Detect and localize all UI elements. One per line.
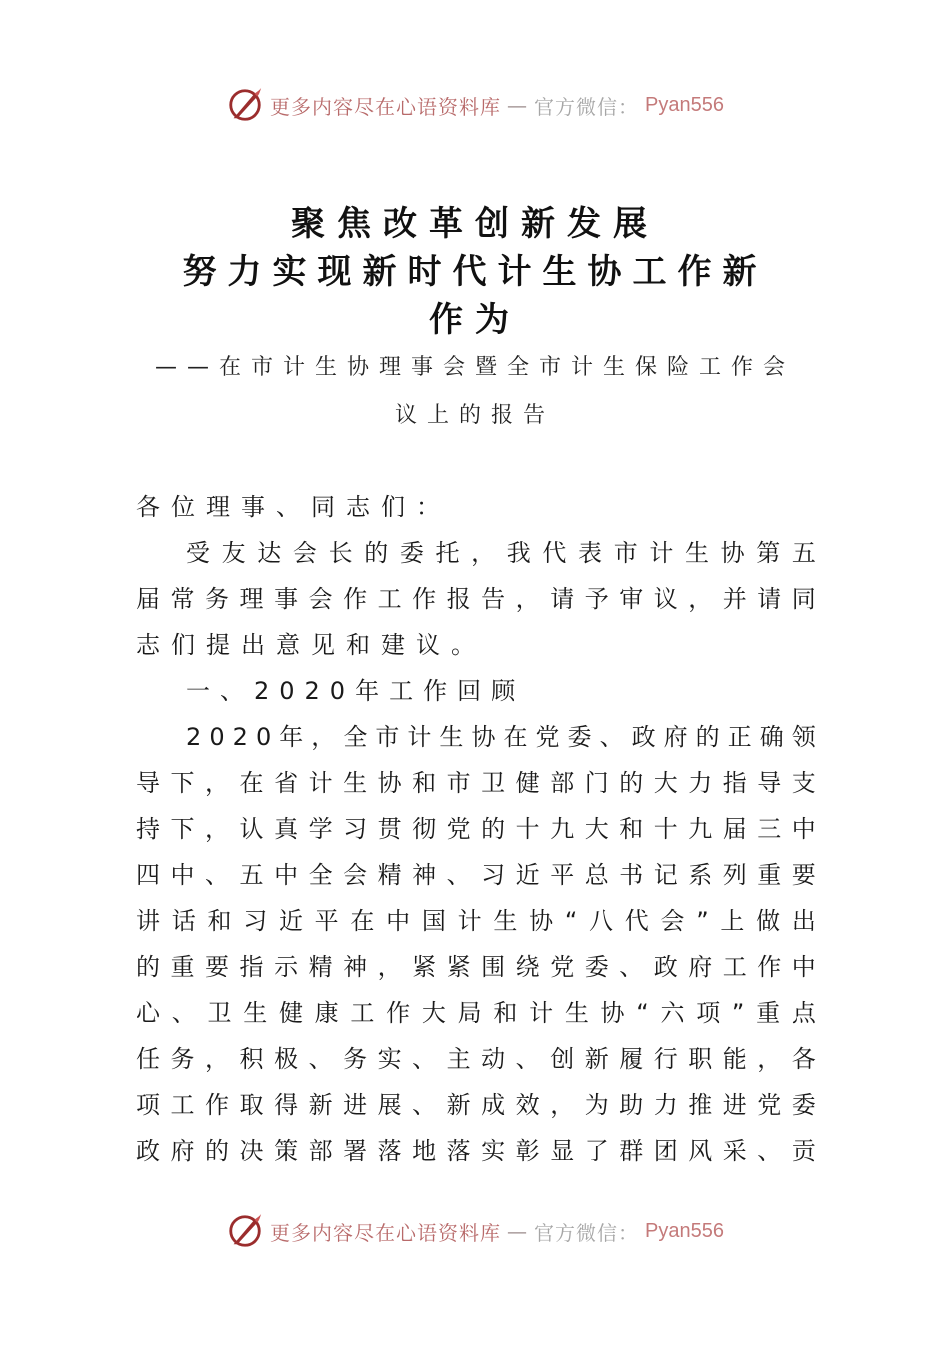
glyph: 计 (529, 999, 554, 1027)
glyph: 实 (377, 1045, 402, 1073)
glyph: “ (636, 999, 649, 1027)
glyph: 政 (631, 723, 656, 751)
glyph: 上 (720, 907, 745, 935)
glyph: 支 (791, 769, 816, 797)
glyph: 党 (535, 723, 560, 751)
glyph: 届 (136, 585, 160, 613)
glyph: 府 (663, 723, 688, 751)
glyph: 门 (584, 769, 609, 797)
glyph: 的 (136, 953, 160, 981)
glyph: 风 (688, 1137, 713, 1165)
glyph: 力 (653, 1091, 678, 1119)
glyph: 要 (791, 861, 816, 889)
glyph: 卫 (207, 999, 232, 1027)
glyph: 告 (481, 585, 506, 613)
glyph: 委 (567, 723, 592, 751)
glyph: 为 (584, 1091, 609, 1119)
glyph: 工 (377, 585, 402, 613)
glyph: 贯 (377, 815, 402, 843)
glyph: 协 (529, 907, 554, 935)
glyph: 心 (136, 999, 160, 1027)
paragraph-line (136, 904, 816, 938)
glyph: 市 (375, 723, 400, 751)
glyph: 导 (757, 769, 782, 797)
glyph: 0 (209, 723, 225, 751)
glyph: 五 (791, 539, 816, 567)
glyph: ， (377, 953, 402, 981)
glyph: 国 (421, 907, 446, 935)
glyph: 导 (136, 769, 160, 797)
glyph: 实 (481, 1137, 506, 1165)
glyph: 大 (421, 999, 446, 1027)
glyph: 近 (278, 907, 303, 935)
glyph: 健 (515, 769, 540, 797)
glyph: 我 (506, 539, 531, 567)
glyph: 学 (308, 815, 333, 843)
glyph: 局 (457, 999, 482, 1027)
glyph: 、 (171, 999, 196, 1027)
glyph: 效 (515, 1091, 540, 1119)
glyph: 健 (278, 999, 303, 1027)
glyph: 五 (239, 861, 264, 889)
glyph: ， (757, 1045, 782, 1073)
glyph: 新 (584, 1045, 609, 1073)
glyph: 会 (292, 539, 317, 567)
glyph: 务 (170, 1045, 195, 1073)
glyph: 表 (578, 539, 603, 567)
glyph: 紧 (412, 953, 437, 981)
paragraph-line (186, 536, 816, 570)
glyph: 团 (653, 1137, 678, 1165)
glyph: 大 (584, 815, 609, 843)
section-heading: 一、2020年工作回顾 (186, 677, 526, 705)
glyph: 、 (412, 1091, 437, 1119)
glyph: ， (515, 585, 540, 613)
glyph: 的 (619, 769, 644, 797)
glyph: 长 (328, 539, 353, 567)
paragraph-line (186, 720, 816, 754)
glyph: 署 (343, 1137, 368, 1165)
glyph: 府 (688, 953, 713, 981)
glyph: 中 (791, 953, 816, 981)
glyph: 常 (170, 585, 195, 613)
glyph: 三 (757, 815, 782, 843)
glyph: 九 (550, 815, 575, 843)
glyph: 领 (791, 723, 816, 751)
glyph: 记 (653, 861, 678, 889)
glyph: 、 (515, 1045, 540, 1073)
glyph: 报 (446, 585, 471, 613)
glyph: 确 (759, 723, 784, 751)
glyph: 中 (170, 861, 195, 889)
glyph: 紧 (446, 953, 471, 981)
glyph: 彰 (515, 1137, 540, 1165)
glyph: 进 (343, 1091, 368, 1119)
glyph: 出 (791, 907, 816, 935)
glyph: 认 (239, 815, 264, 843)
glyph: 项 (696, 999, 721, 1027)
glyph: 大 (653, 769, 678, 797)
glyph: 康 (314, 999, 339, 1027)
glyph: 生 (439, 723, 464, 751)
glyph: 的 (481, 815, 506, 843)
glyph: 和 (493, 999, 518, 1027)
glyph: 神 (343, 953, 368, 981)
glyph: 协 (720, 539, 745, 567)
glyph: 平 (550, 861, 575, 889)
glyph: 四 (136, 861, 160, 889)
glyph: 绕 (515, 953, 540, 981)
glyph: 托 (435, 539, 460, 567)
watermark-wechat-id: Pyan556 (645, 1219, 724, 1242)
glyph: 十 (653, 815, 678, 843)
glyph: 政 (653, 953, 678, 981)
glyph: 计 (649, 539, 674, 567)
glyph: ， (205, 1045, 230, 1073)
watermark-brand-text: 更多内容尽在心语资料库 (270, 94, 502, 119)
glyph: 系 (688, 861, 713, 889)
glyph: 指 (722, 769, 747, 797)
glyph: 总 (584, 861, 609, 889)
quill-logo-icon (226, 1212, 264, 1250)
glyph: 部 (550, 769, 575, 797)
glyph: 取 (239, 1091, 264, 1119)
header-watermark (0, 86, 950, 124)
salutation: 各位理事、同志们： (136, 493, 451, 521)
document-title-line-2: 努力实现新时代计生协工作新 (182, 252, 768, 292)
glyph: 委 (399, 539, 424, 567)
glyph: 工 (170, 1091, 195, 1119)
glyph: 真 (274, 815, 299, 843)
glyph: 示 (274, 953, 299, 981)
glyph: 作 (386, 999, 411, 1027)
glyph: 重 (170, 953, 195, 981)
document-title-line-3: 作为 (429, 300, 521, 340)
paragraph-line (136, 1042, 816, 1076)
glyph: 委 (584, 953, 609, 981)
glyph: 作 (412, 585, 437, 613)
glyph: 、 (599, 723, 624, 751)
glyph: 点 (791, 999, 816, 1027)
glyph: 正 (727, 723, 752, 751)
glyph: 协 (600, 999, 625, 1027)
glyph: 重 (757, 861, 782, 889)
glyph: 政 (136, 1137, 160, 1165)
glyph: 主 (446, 1045, 471, 1073)
glyph: 习 (481, 861, 506, 889)
glyph: 九 (688, 815, 713, 843)
glyph: 得 (274, 1091, 299, 1119)
glyph: 工 (350, 999, 375, 1027)
glyph: 显 (550, 1137, 575, 1165)
document-subtitle-line-1: ——在市计生协理事会暨全市计生保险工作会 (154, 355, 795, 380)
glyph: 0 (255, 723, 272, 751)
paragraph-line (136, 812, 816, 846)
glyph: 项 (136, 1091, 160, 1119)
glyph: ， (471, 539, 496, 567)
glyph: 了 (584, 1137, 609, 1165)
glyph: 省 (274, 769, 299, 797)
glyph: 卫 (481, 769, 506, 797)
glyph: 事 (274, 585, 299, 613)
glyph: 积 (239, 1045, 264, 1073)
glyph: 予 (584, 585, 609, 613)
glyph: 部 (308, 1137, 333, 1165)
glyph: 达 (257, 539, 282, 567)
document-title-line-1: 聚焦改革创新发展 (291, 204, 659, 244)
glyph: 地 (412, 1137, 437, 1165)
glyph: 持 (136, 815, 160, 843)
glyph: 和 (619, 815, 644, 843)
glyph: 围 (481, 953, 506, 981)
glyph: “ (564, 907, 578, 935)
glyph: 在 (350, 907, 375, 935)
glyph: 2 (186, 723, 202, 751)
glyph: 代 (624, 907, 649, 935)
glyph: 、 (205, 861, 230, 889)
glyph: 的 (364, 539, 389, 567)
glyph: 理 (239, 585, 264, 613)
glyph: 全 (343, 723, 368, 751)
glyph: 决 (239, 1137, 264, 1165)
glyph: 下 (170, 815, 195, 843)
glyph: 书 (619, 861, 644, 889)
glyph: 六 (660, 999, 685, 1027)
glyph: ， (550, 1091, 575, 1119)
glyph: 群 (619, 1137, 644, 1165)
glyph: 生 (343, 769, 368, 797)
glyph: 彻 (412, 815, 437, 843)
glyph: 年 (279, 723, 304, 751)
glyph: 做 (756, 907, 781, 935)
glyph: 、 (619, 953, 644, 981)
glyph: 作 (343, 585, 368, 613)
glyph: 第 (756, 539, 781, 567)
glyph: 、 (308, 1045, 333, 1073)
glyph: 在 (239, 769, 264, 797)
glyph: 生 (564, 999, 589, 1027)
glyph: 展 (377, 1091, 402, 1119)
watermark-label: 官方微信： (534, 1220, 640, 1245)
glyph: 代 (542, 539, 567, 567)
glyph: 八 (588, 907, 613, 935)
glyph: 市 (613, 539, 638, 567)
glyph: 贡 (791, 1137, 816, 1165)
glyph: 生 (493, 907, 518, 935)
paragraph-line (136, 1134, 816, 1168)
glyph: 和 (207, 907, 232, 935)
glyph: 十 (515, 815, 540, 843)
glyph: 协 (471, 723, 496, 751)
glyph: 中 (791, 815, 816, 843)
glyph: 全 (308, 861, 333, 889)
glyph: 市 (446, 769, 471, 797)
glyph: 生 (243, 999, 268, 1027)
glyph: 的 (205, 1137, 230, 1165)
glyph: 重 (756, 999, 781, 1027)
glyph: 动 (481, 1045, 506, 1073)
glyph: 助 (619, 1091, 644, 1119)
glyph: 极 (274, 1045, 299, 1073)
paragraph-line: 志们提出意见和建议。 (136, 631, 486, 659)
glyph: 务 (205, 585, 230, 613)
glyph: 近 (515, 861, 540, 889)
glyph: 能 (722, 1045, 747, 1073)
glyph: 受 (186, 539, 210, 567)
glyph: 协 (377, 769, 402, 797)
glyph: 平 (314, 907, 339, 935)
glyph: 2 (232, 723, 248, 751)
glyph: ， (311, 723, 336, 751)
glyph: 计 (407, 723, 432, 751)
glyph: 讲 (136, 907, 160, 935)
glyph: 届 (722, 815, 747, 843)
glyph: ” (696, 907, 709, 935)
glyph: 委 (791, 1091, 816, 1119)
glyph: 和 (412, 769, 437, 797)
document-subtitle-line-2: 议上的报告 (394, 403, 555, 428)
glyph: 党 (446, 815, 471, 843)
glyph: 各 (791, 1045, 816, 1073)
glyph: 工 (722, 953, 747, 981)
glyph: 力 (688, 769, 713, 797)
glyph: 策 (274, 1137, 299, 1165)
glyph: 指 (239, 953, 264, 981)
glyph: 精 (377, 861, 402, 889)
glyph: 习 (343, 815, 368, 843)
paragraph-line (136, 766, 816, 800)
glyph: 的 (695, 723, 720, 751)
glyph: 精 (308, 953, 333, 981)
glyph: 要 (205, 953, 230, 981)
glyph: 神 (412, 861, 437, 889)
glyph: 进 (722, 1091, 747, 1119)
glyph: 并 (722, 585, 747, 613)
glyph: ” (731, 999, 745, 1027)
glyph: 落 (446, 1137, 471, 1165)
glyph: 创 (550, 1045, 575, 1073)
glyph: 、 (446, 861, 471, 889)
glyph: 请 (757, 585, 782, 613)
watermark-brand-text: 更多内容尽在心语资料库 (270, 1220, 502, 1245)
glyph: 作 (205, 1091, 230, 1119)
glyph: 请 (550, 585, 575, 613)
paragraph-line (136, 1088, 816, 1122)
glyph: 任 (136, 1045, 160, 1073)
glyph: 会 (308, 585, 333, 613)
glyph: 友 (221, 539, 246, 567)
glyph: 列 (722, 861, 747, 889)
paragraph-line (136, 582, 816, 616)
paragraph-line (136, 858, 816, 892)
glyph: 府 (170, 1137, 195, 1165)
glyph: 中 (274, 861, 299, 889)
paragraph-line (136, 950, 816, 984)
glyph: 议 (653, 585, 678, 613)
glyph: 作 (757, 953, 782, 981)
glyph: 新 (446, 1091, 471, 1119)
glyph: 下 (170, 769, 195, 797)
glyph: 会 (343, 861, 368, 889)
glyph: ， (205, 815, 230, 843)
glyph: 同 (791, 585, 816, 613)
glyph: 职 (688, 1045, 713, 1073)
watermark-separator: — (507, 93, 529, 117)
glyph: 审 (619, 585, 644, 613)
glyph: 务 (343, 1045, 368, 1073)
footer-watermark (0, 1212, 950, 1250)
glyph: 会 (660, 907, 685, 935)
glyph: 党 (550, 953, 575, 981)
glyph: 在 (503, 723, 528, 751)
watermark-wechat-id: Pyan556 (645, 93, 724, 116)
glyph: 习 (243, 907, 268, 935)
glyph: 成 (481, 1091, 506, 1119)
glyph: 计 (308, 769, 333, 797)
glyph: 中 (386, 907, 411, 935)
glyph: 落 (377, 1137, 402, 1165)
glyph: 采 (722, 1137, 747, 1165)
glyph: 行 (653, 1045, 678, 1073)
watermark-label: 官方微信： (534, 94, 640, 119)
glyph: 、 (757, 1137, 782, 1165)
glyph: 话 (171, 907, 196, 935)
glyph: 计 (457, 907, 482, 935)
glyph: ， (205, 769, 230, 797)
glyph: 生 (684, 539, 709, 567)
glyph: 新 (308, 1091, 333, 1119)
quill-logo-icon (226, 86, 264, 124)
glyph: 、 (412, 1045, 437, 1073)
paragraph-line (136, 996, 816, 1030)
glyph: ， (688, 585, 713, 613)
glyph: 履 (619, 1045, 644, 1073)
glyph: 推 (688, 1091, 713, 1119)
glyph: 党 (757, 1091, 782, 1119)
watermark-separator: — (507, 1219, 529, 1243)
